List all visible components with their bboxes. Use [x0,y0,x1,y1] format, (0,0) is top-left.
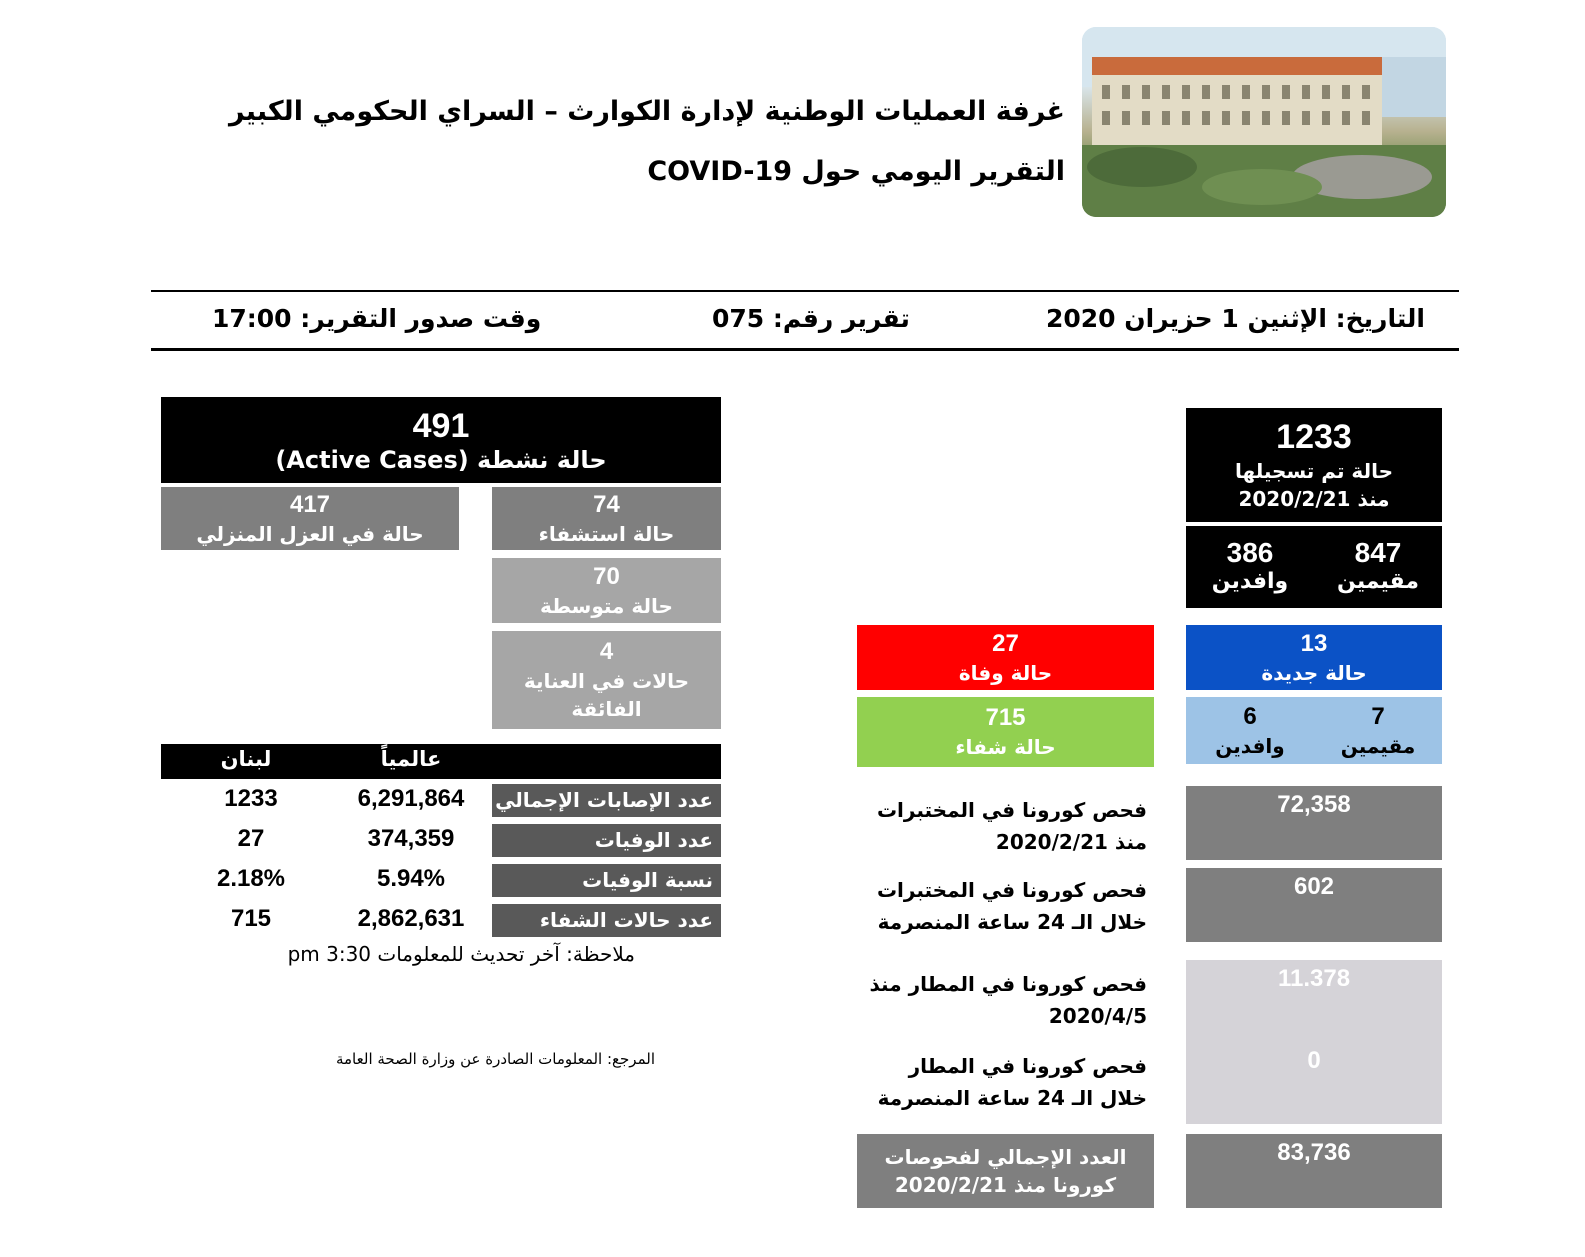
moderate-box [492,558,721,623]
new-cases-label: حالة جديدة [1261,660,1367,685]
new-cases-box [1186,625,1442,690]
stats-global-value: 6,291,864 [357,785,465,812]
test-label [857,874,1147,938]
stats-row-label: عدد حالات الشفاء [492,904,721,937]
residents-total-label: مقيمين [1337,569,1419,594]
new-residents-value: 7 [1371,702,1385,730]
test-label-line2: منذ 2020/2/21 [995,830,1147,854]
test-value-box [1186,868,1442,942]
page-title: غرفة العمليات الوطنية لإدارة الكوارث – السراي الحكومي الكبير [229,96,1065,127]
total-tests-label-line1: العدد الإجمالي لفحوصات [884,1145,1127,1169]
stats-col-lebanon: لبنان [220,747,272,771]
new-cases-value: 13 [1300,629,1328,657]
page-subtitle: التقرير اليومي حول COVID-19 [647,156,1065,187]
stats-global-value: 5.94% [376,865,446,892]
test-value: 11.378 [1277,965,1351,992]
deaths-box [857,625,1154,690]
test-label-line1: فحص كورونا في المختبرات [876,878,1147,902]
test-label-line2: 2020/4/5 [1048,1004,1147,1028]
total-cases-box [1186,408,1442,522]
recovered-label: حالة شفاء [955,735,1056,759]
stats-lebanon-value: 715 [230,905,272,932]
report-date: التاريخ: الإثنين 1 حزيران 2020 [1045,304,1425,333]
icu-box [492,631,721,729]
icu-value: 4 [599,638,614,665]
icu-label: حالات في العناية [523,669,690,693]
deaths-label: حالة وفاة [958,660,1053,685]
test-label [857,794,1147,858]
arrivals-total [1186,526,1314,608]
residents-total-value: 847 [1354,537,1402,568]
divider-top [151,290,1459,292]
stats-table-header [161,744,721,779]
test-value-box [1186,1042,1442,1124]
stats-row-label: عدد الوفيات [492,824,721,857]
stats-lebanon-value: 27 [237,825,265,852]
deaths-value: 27 [992,629,1019,657]
residents-arrivals-box [1186,526,1442,608]
stats-col-global: عالمياً [380,747,442,771]
hospitalized-value: 74 [593,490,620,518]
test-label-line1: فحص كورونا في المختبرات [876,798,1147,822]
total-tests-value-box [1186,1134,1442,1208]
test-label [857,968,1147,1032]
divider-bottom [151,348,1459,351]
stats-lebanon-value: 1233 [224,785,278,812]
test-value-box [1186,960,1442,1042]
test-value-box [1186,786,1442,860]
moderate-label: حالة متوسطة [540,593,673,618]
new-arrivals-label: وافدين [1215,733,1285,758]
test-value: 0 [1307,1047,1321,1074]
report-number: تقرير رقم: 075 [712,304,910,333]
stats-lebanon-value: 2.18% [216,865,286,892]
test-value: 602 [1293,873,1335,900]
residents-total [1314,526,1442,608]
report-issue-time: وقت صدور التقرير: 17:00 [212,304,542,333]
total-cases-since: منذ 2020/2/21 [1238,487,1390,511]
grand-serail-photo [1082,27,1446,217]
total-cases-value: 1233 [1276,418,1352,456]
stats-row-label: عدد الإصابات الإجمالي [492,784,721,817]
total-tests-label-box [857,1134,1154,1208]
recovered-box [857,697,1154,767]
hospitalized-label: حالة استشفاء [538,521,675,546]
test-value: 72,358 [1277,791,1351,818]
stats-row-label: نسبة الوفيات [492,864,721,897]
test-label-line1: فحص كورونا في المطار [908,1054,1147,1078]
new-arrivals-value: 6 [1243,702,1257,730]
new-cases-breakdown-box [1186,697,1442,764]
active-cases-box [161,397,721,483]
new-arrivals [1186,697,1314,764]
stats-global-value: 374,359 [367,825,455,852]
active-cases-label: حالة نشطة (Active Cases) [275,446,607,474]
total-cases-label: حالة تم تسجيلها [1235,459,1393,483]
stats-global-value: 2,862,631 [357,905,465,932]
recovered-value: 715 [985,704,1026,731]
test-label-line1: فحص كورونا في المطار منذ [869,972,1147,996]
icu-label-2: الفائقة [571,697,642,721]
test-label-line2: خلال الـ 24 ساعة المنصرمة [877,1086,1147,1110]
arrivals-total-label: وافدين [1211,569,1289,594]
test-label-line2: خلال الـ 24 ساعة المنصرمة [877,910,1147,934]
active-cases-value: 491 [412,407,470,445]
total-tests-value: 83,736 [1277,1139,1351,1166]
hospitalized-box [492,487,721,550]
home-isolation-value: 417 [289,490,331,518]
home-isolation-box [161,487,459,550]
source-note: المرجع: المعلومات الصادرة عن وزارة الصحة العامة [335,1050,655,1068]
stats-note: ملاحظة: آخر تحديث للمعلومات 3:30 pm [287,942,635,966]
new-residents-label: مقيمين [1340,733,1416,758]
new-residents [1314,697,1442,764]
test-label [857,1050,1147,1114]
total-tests-label-line2: كورونا منذ 2020/2/21 [894,1173,1117,1197]
moderate-value: 70 [593,562,620,590]
home-isolation-label: حالة في العزل المنزلي [196,521,424,546]
arrivals-total-value: 386 [1226,537,1274,568]
